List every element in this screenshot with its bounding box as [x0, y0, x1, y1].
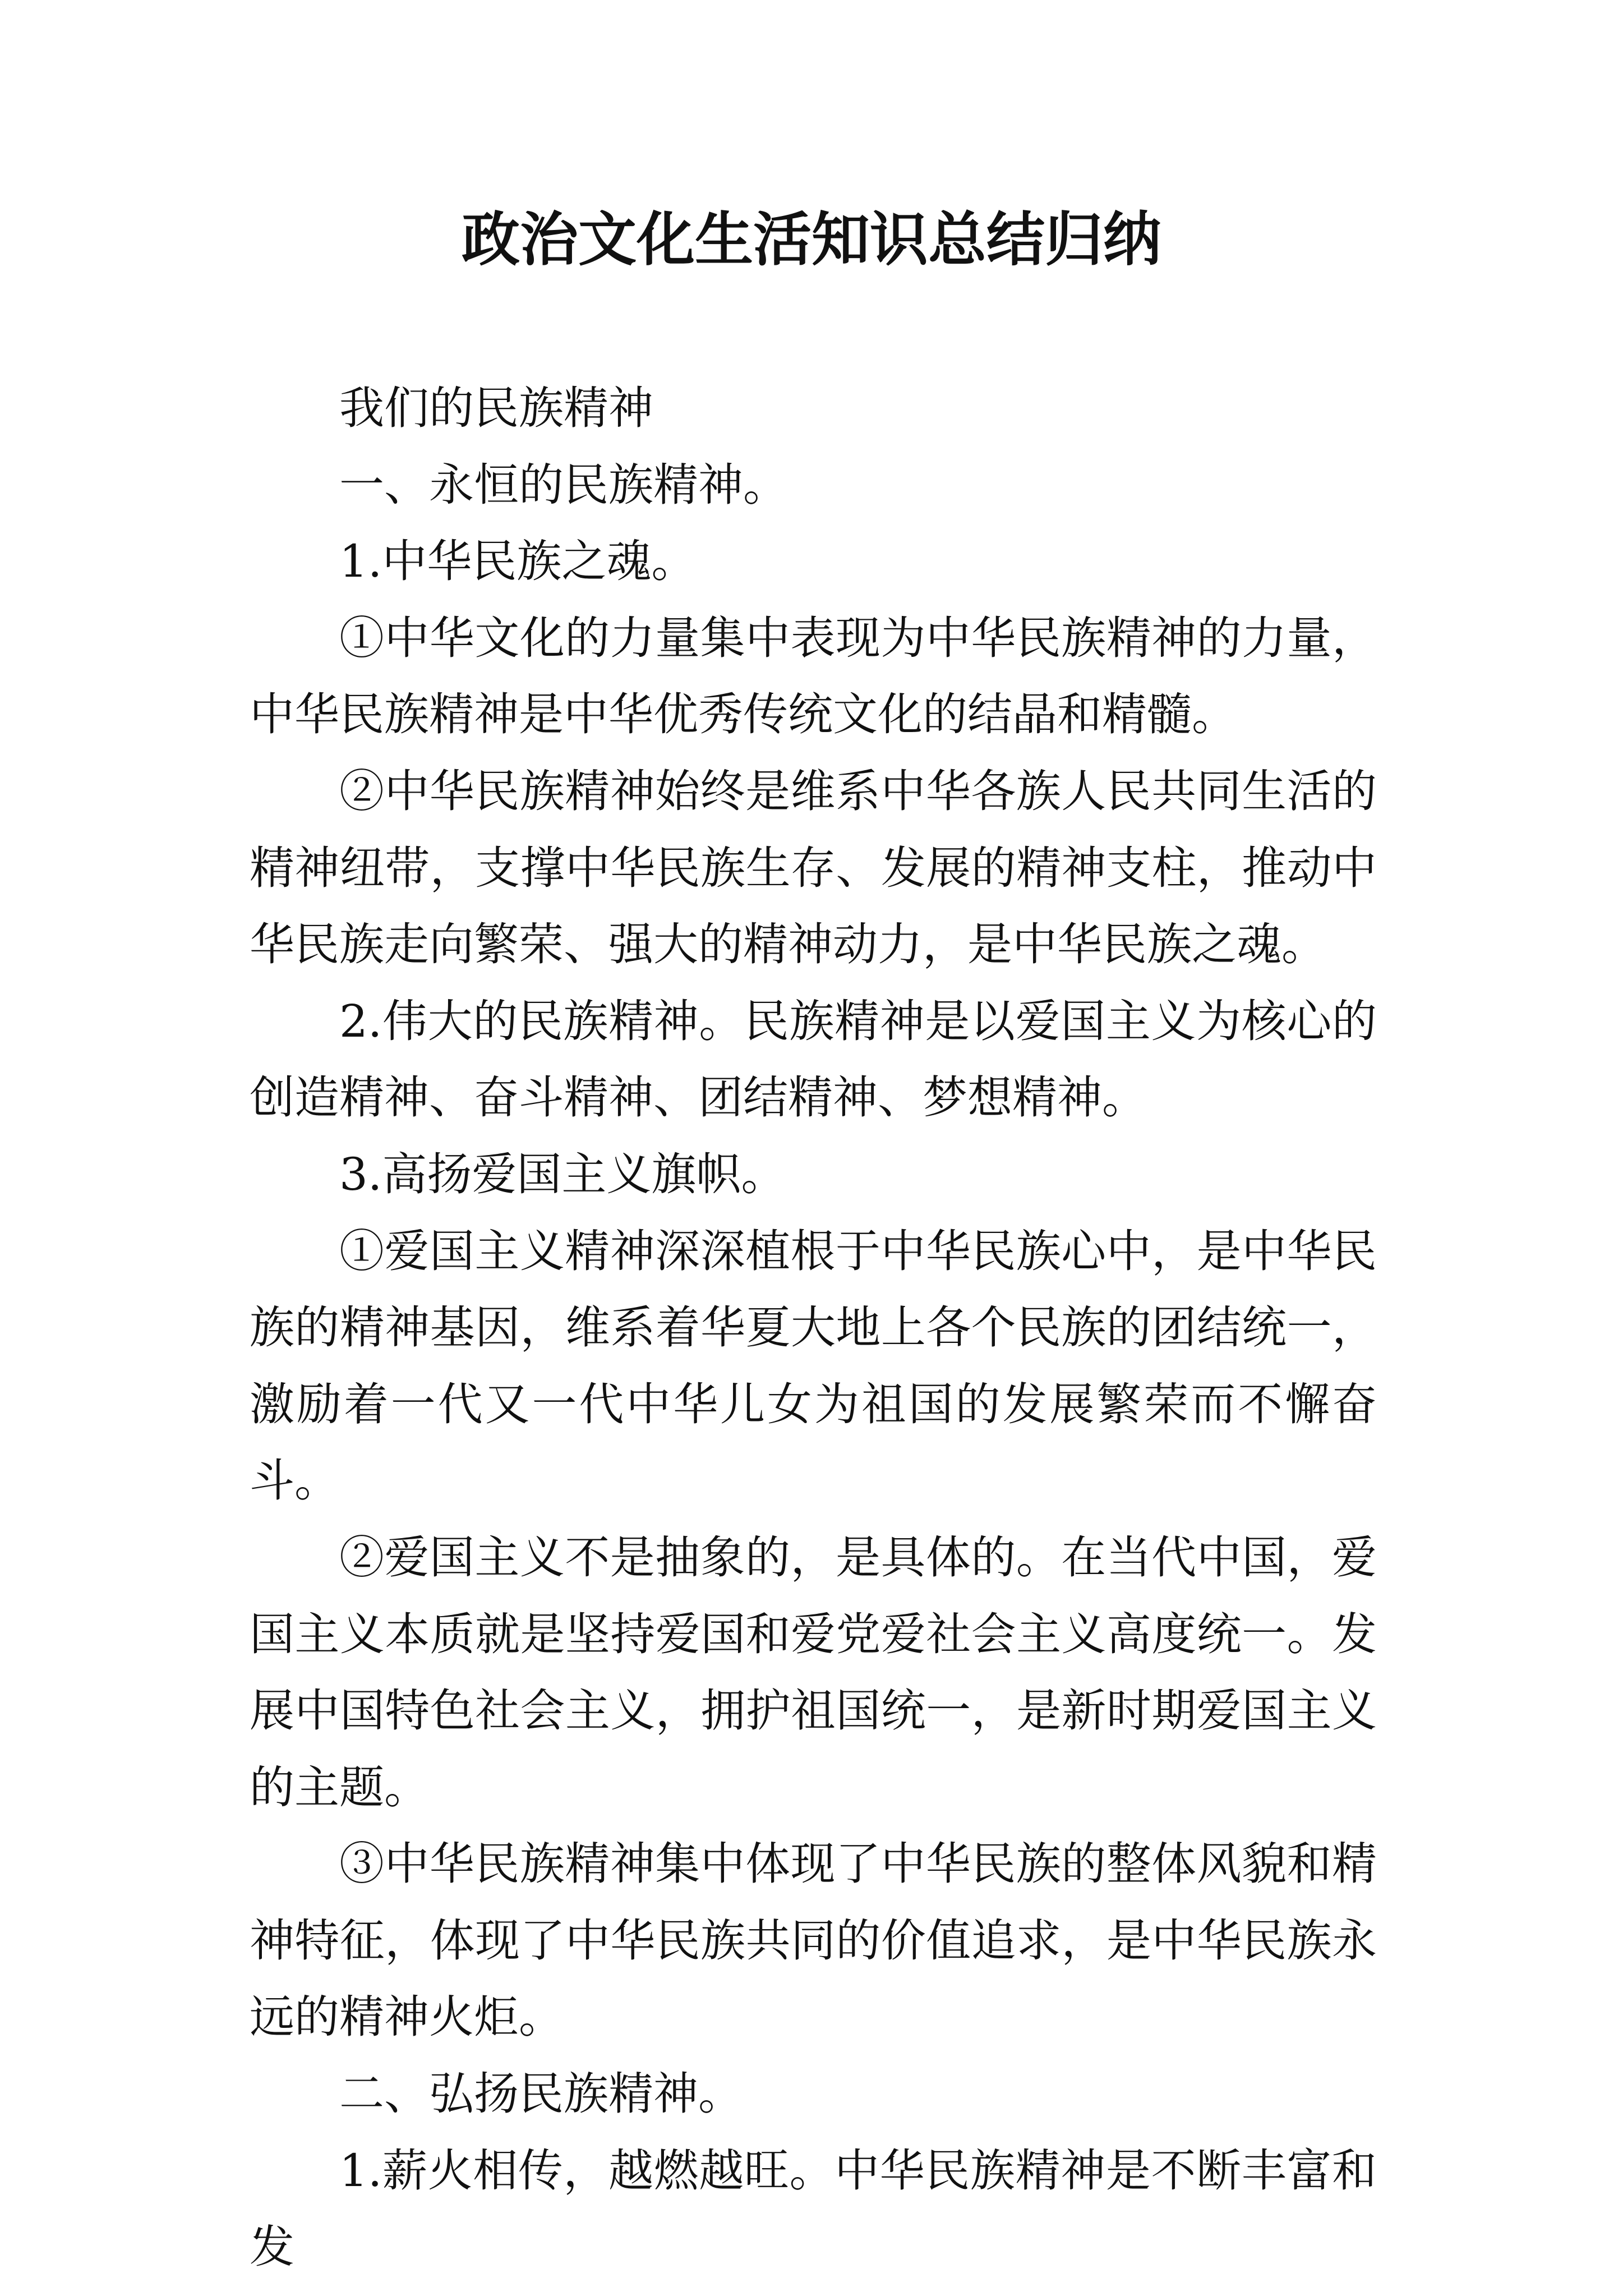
document-title: 政治文化生活知识总结归纳: [461, 205, 1161, 274]
paragraph-subheading-1-1: 1.中华民族之魂。: [339, 535, 697, 588]
paragraph-item: ②中华民族精神始终是维系中华各族人民共同生活的精神纽带，支撑中华民族生存、发展的精神支柱，推动中华民族走向繁荣、强大的精神动力，是中华民族之魂。: [250, 765, 1377, 971]
paragraph-subheading-2-1: 1.薪火相传，越燃越旺。中华民族精神是不断丰富和发: [250, 2144, 1377, 2274]
paragraph-item: ①爱国主义精神深深植根于中华民族心中，是中华民族的精神基因，维系着华夏大地上各个民族的团结统一，激励着一代又一代中华儿女为祖国的发展繁荣而不懈奋斗。: [250, 1225, 1377, 1507]
paragraph-item: ①中华文化的力量集中表现为中华民族精神的力量，中华民族精神是中华优秀传统文化的结晶和精髓。: [250, 611, 1377, 741]
paragraph-subheading-1-2: 2.伟大的民族精神。民族精神是以爱国主义为核心的创造精神、奋斗精神、团结精神、梦想精神。: [250, 995, 1377, 1124]
paragraph-heading-1: 一、永恒的民族精神。: [339, 458, 788, 511]
paragraph-item: ②爱国主义不是抽象的，是具体的。在当代中国，爱国主义本质就是坚持爱国和爱党爱社会主义高度统一。发展中国特色社会主义，拥护祖国统一，是新时期爱国主义的主题。: [250, 1531, 1377, 1814]
paragraph-item: ③中华民族精神集中体现了中华民族的整体风貌和精神特征，体现了中华民族共同的价值追求，是中华民族永远的精神火炬。: [250, 1838, 1377, 2044]
document-body: [250, 370, 1377, 2286]
paragraph-heading-2: 二、弘扬民族精神。: [339, 2068, 743, 2120]
paragraph-section-heading: 我们的民族精神: [339, 382, 653, 434]
paragraph-subheading-1-3: 3.高扬爱国主义旗帜。: [339, 1148, 786, 1200]
